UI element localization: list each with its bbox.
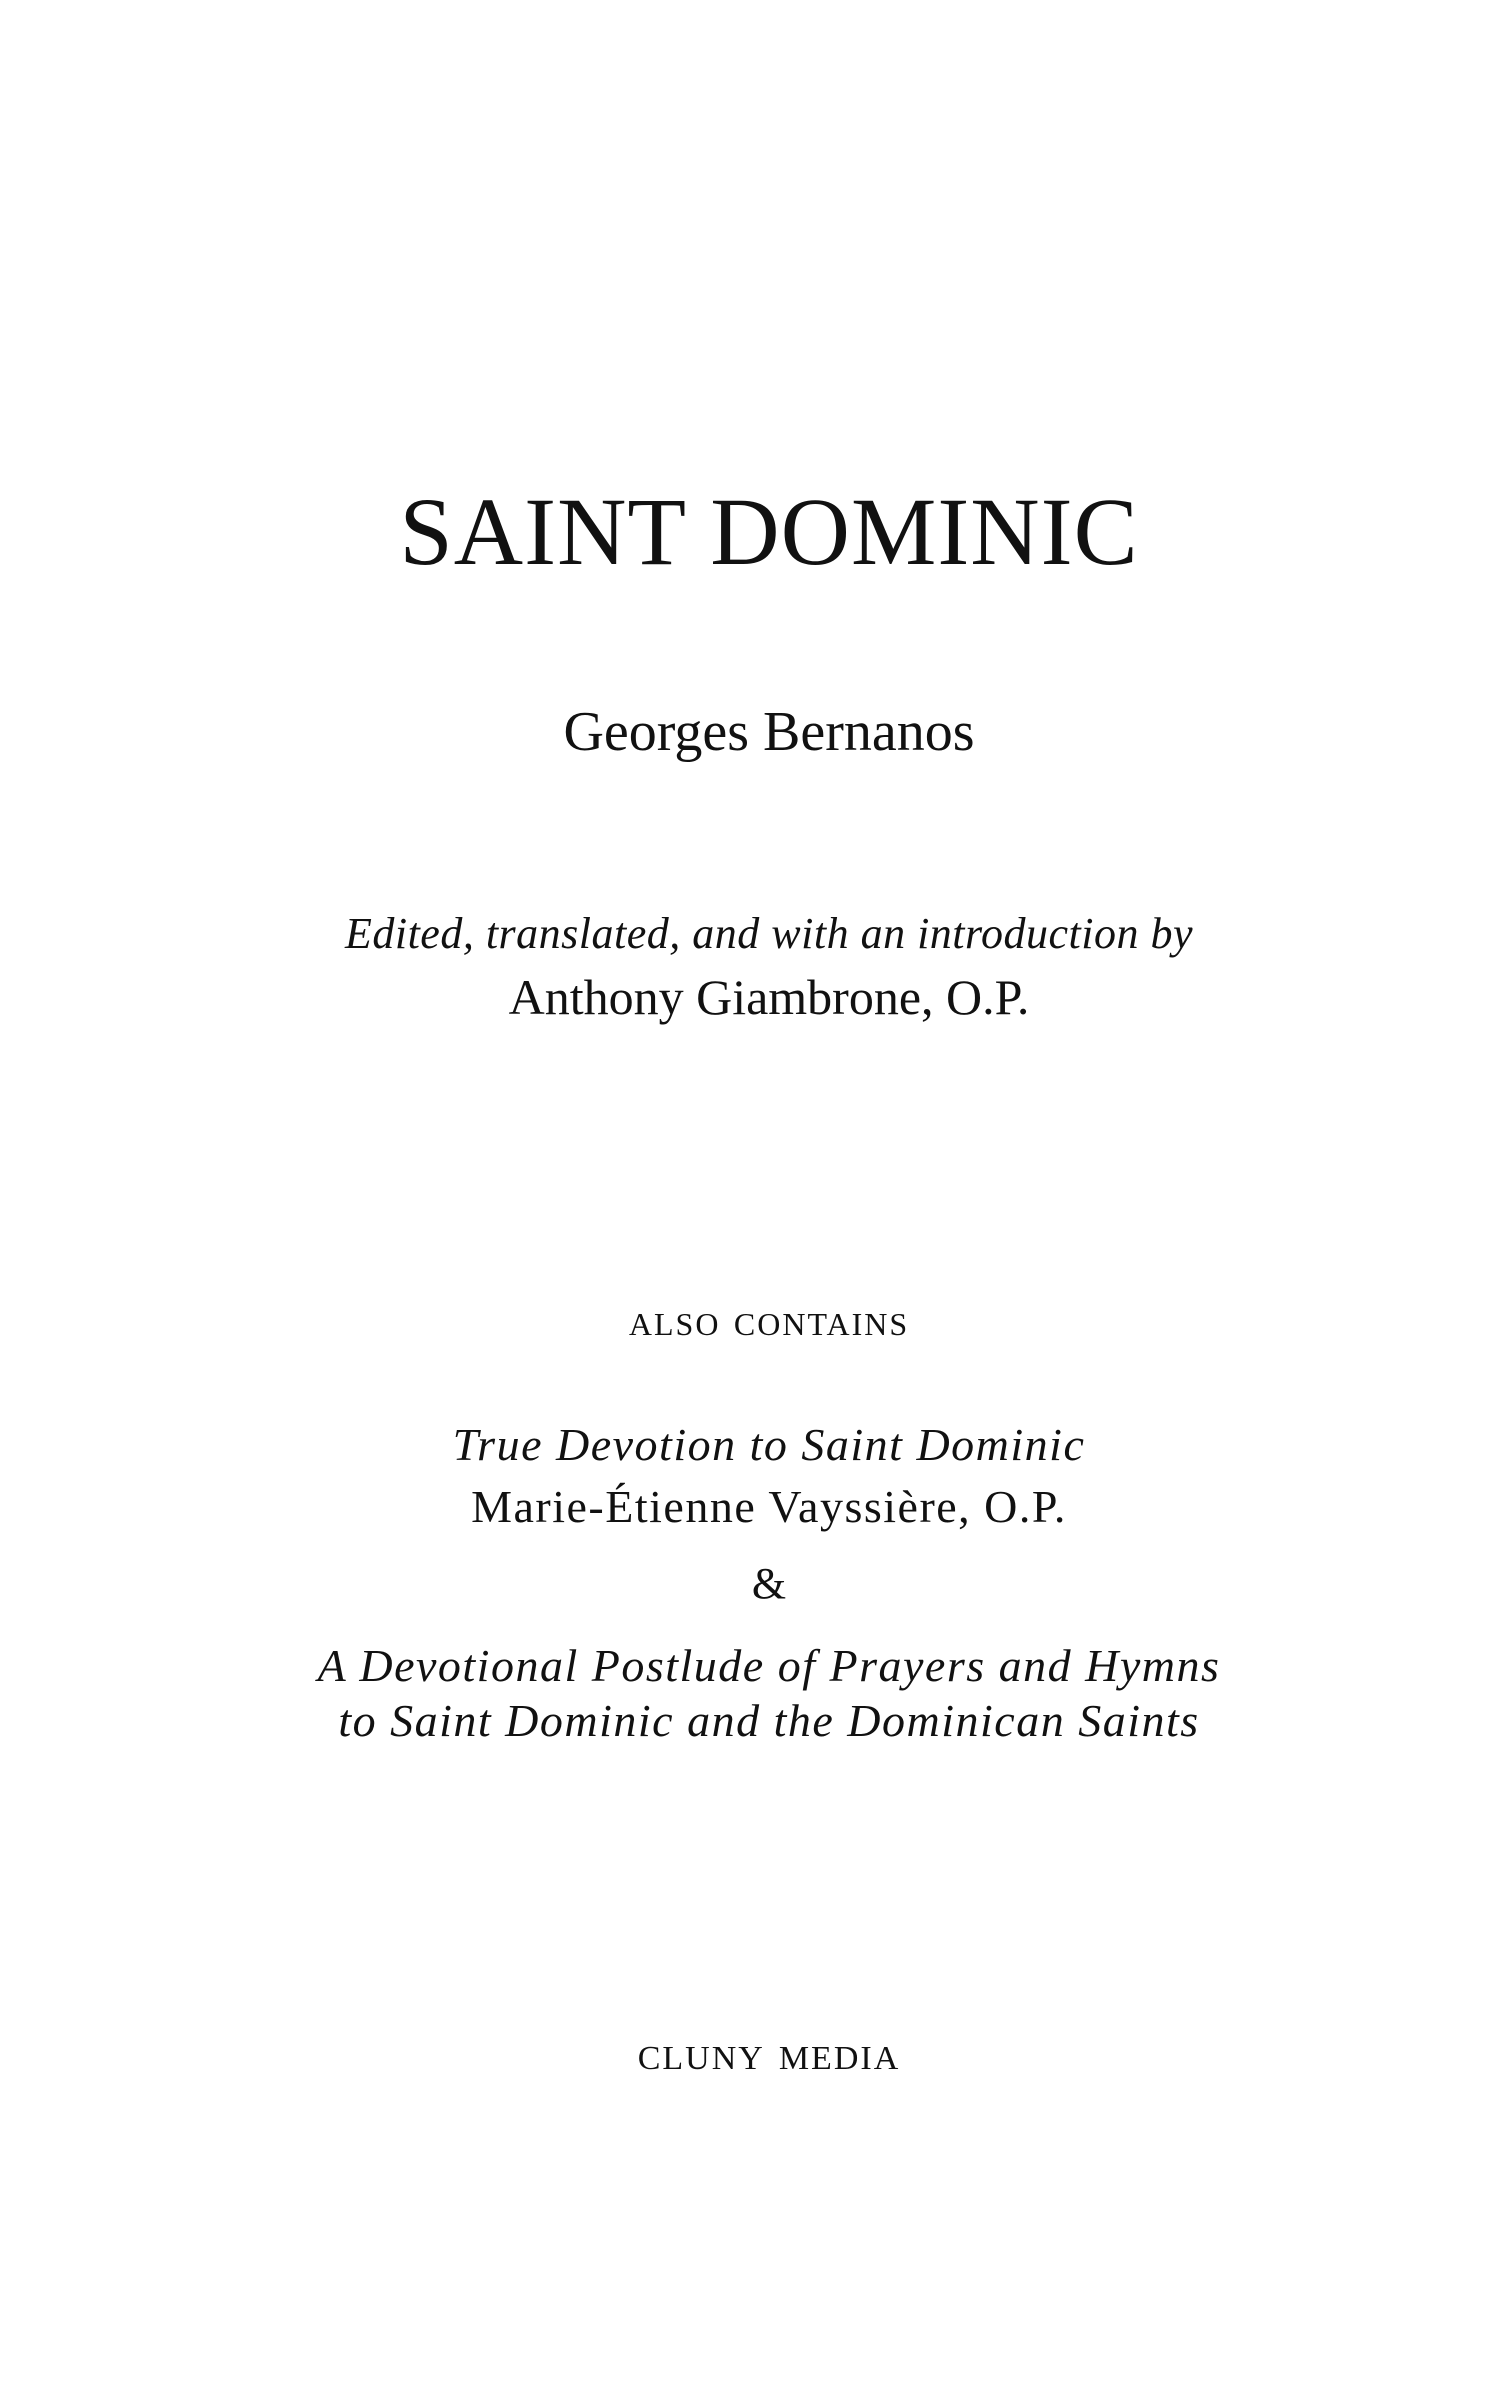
editor-name: Anthony Giambrone, O.P.: [508, 969, 1030, 1025]
ampersand: &: [751, 1559, 787, 1608]
work2-title-line2: to Saint Dominic and the Dominican Saints: [338, 1695, 1200, 1746]
publisher-name: cluny media: [637, 2027, 901, 2080]
work1-author: Marie-Étienne Vayssière, O.P.: [471, 1481, 1067, 1532]
work1-title: True Devotion to Saint Dominic: [452, 1419, 1086, 1470]
book-author: Georges Bernanos: [563, 701, 975, 763]
work2-title-line1: A Devotional Postlude of Prayers and Hymns: [317, 1640, 1221, 1691]
edited-by-label: Edited, translated, and with an introduction by: [344, 909, 1194, 958]
book-title: SAINT DOMINIC: [399, 478, 1139, 585]
also-contains-heading: also contains: [628, 1294, 910, 1345]
